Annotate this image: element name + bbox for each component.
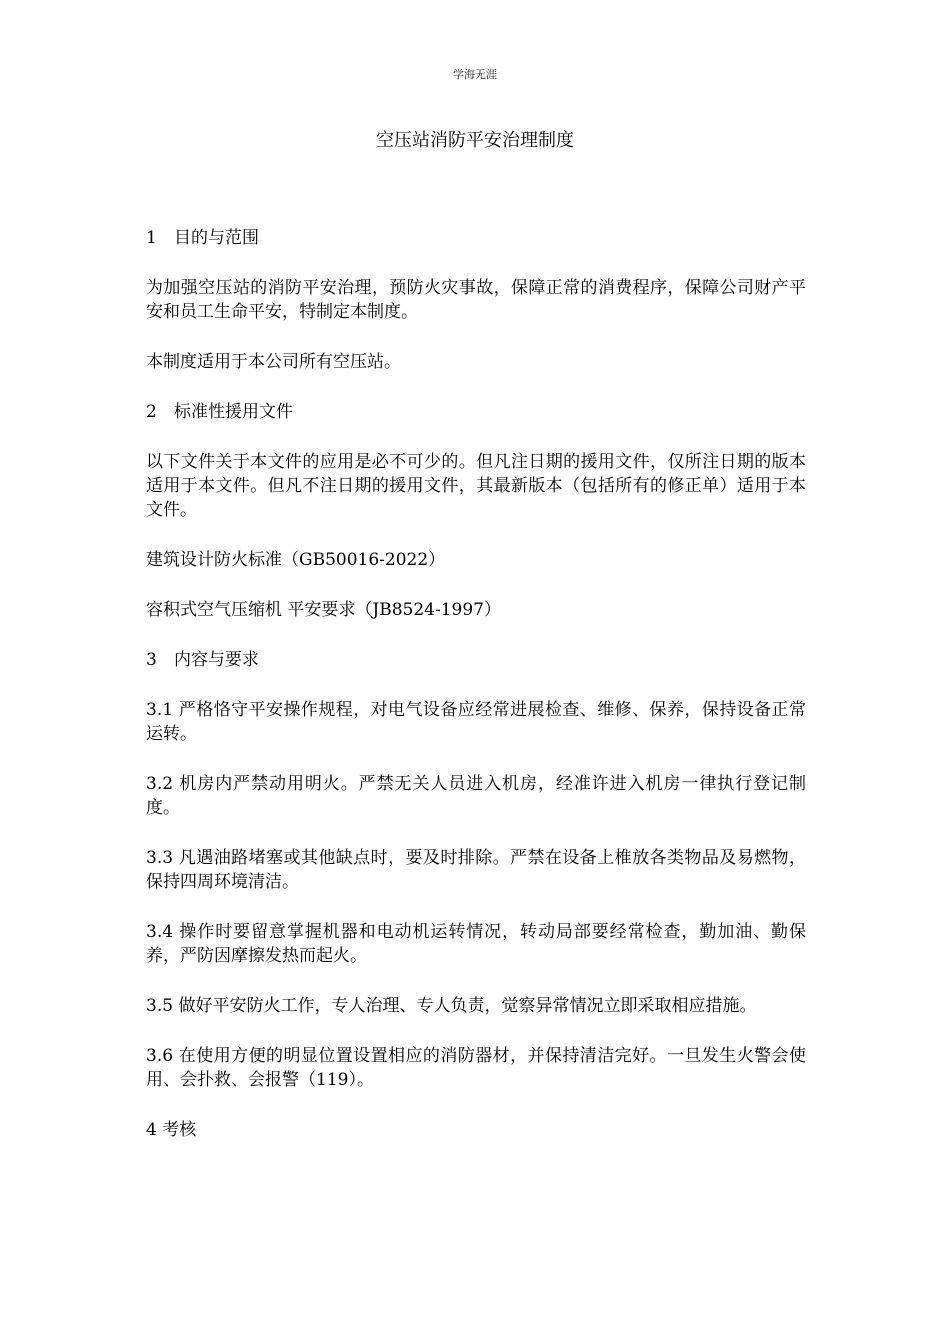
clause-3-3: 3.3 凡遇油路堵塞或其他缺点时，要及时排除。严禁在设备上椎放各类物品及易燃物，保持四周环境清洁。 [146,848,806,892]
clause-3-6: 3.6 在使用方便的明显位置设置相应的消防器材，并保持清洁完好。一旦发生火警会使用、会扑救、会报警（119）。 [146,1046,806,1090]
section-number: 1 [146,228,157,248]
page-header: 学海无涯 [453,68,497,81]
document-body [146,226,806,1168]
clause-3-5: 3.5 做好平安防火工作，专人治理、专人负责，觉察异常情况立即采取相应措施。 [146,996,757,1016]
reference-2: 容积式空气压缩机 平安要求（JB8524-1997） [146,600,501,620]
section-1-heading [146,226,806,250]
section-heading-text: 内容与要求 [174,650,259,670]
section-2-paragraph-1: 以下文件关于本文件的应用是必不可少的。但凡注日期的援用文件，仅所注日期的版本适用于本文件。但凡不注日期的援用文件，其最新版本（包括所有的修正单）适用于本文件。 [146,452,806,520]
reference-1: 建筑设计防火标准（GB50016-2022） [146,550,446,570]
clause-3-1: 3.1 严格恪守平安操作规程，对电气设备应经常进展检查、维修、保养，保持设备正常运转。 [146,700,806,744]
section-3-heading [146,648,806,672]
section-heading-text: 标准性援用文件 [174,402,293,422]
section-1-paragraph-2: 本制度适用于本公司所有空压站。 [146,352,401,372]
section-4-heading: 4 考核 [146,1120,197,1140]
section-number: 2 [146,402,157,422]
clause-3-4: 3.4 操作时要留意掌握机器和电动机运转情况，转动局部要经常检查，勤加油、勤保养，严防因摩擦发热而起火。 [146,922,806,966]
document-title: 空压站消防平安治理制度 [376,130,574,151]
section-number: 3 [146,650,157,670]
section-heading-text: 目的与范围 [174,228,259,248]
section-1-paragraph-1: 为加强空压站的消防平安治理，预防火灾事故，保障正常的消费程序，保障公司财产平安和员工生命平安，特制定本制度。 [146,278,806,322]
section-2-heading [146,400,806,424]
clause-3-2: 3.2 机房内严禁动用明火。严禁无关人员进入机房，经准许进入机房一律执行登记制度。 [146,774,806,818]
